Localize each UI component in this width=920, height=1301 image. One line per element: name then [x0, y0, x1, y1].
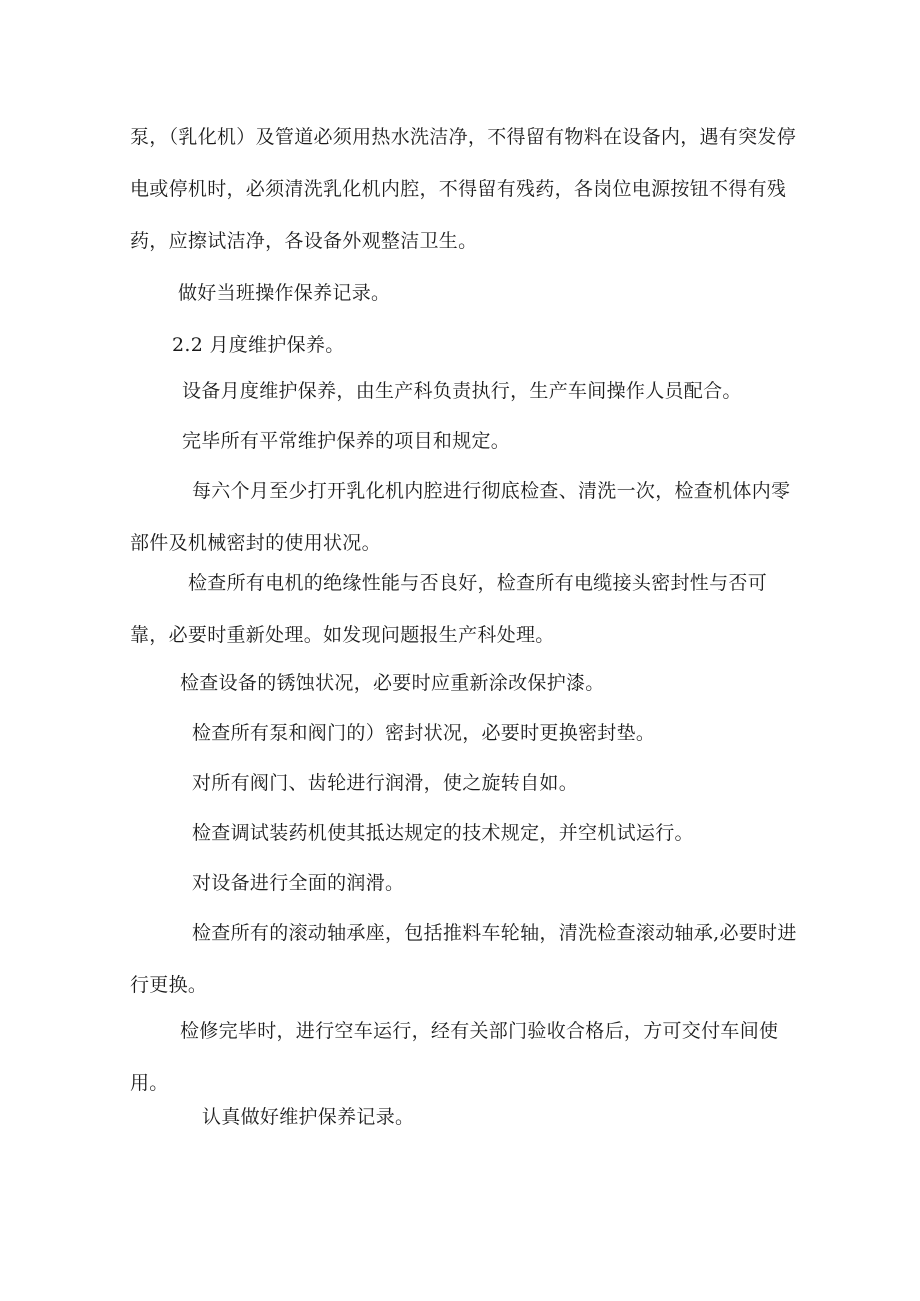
paragraph-12: 检查所有的滚动轴承座，包括推料车轮轴，清洗检查滚动轴承,必要时进行更换。	[130, 922, 797, 996]
paragraph-14: 认真做好维护保养记录。	[202, 1106, 415, 1128]
paragraph-10: 检查调试装药机使其抵达规定的技术规定，并空机试运行。	[192, 822, 694, 844]
paragraph-13: 检修完毕时，进行空车运行，经有关部门验收合格后，方可交付车间使用。	[130, 1020, 779, 1094]
paragraph-3: 设备月度维护保养，由生产科负责执行，生产车间操作人员配合。	[182, 380, 742, 402]
paragraph-6: 检查所有电机的绝缘性能与否良好，检查所有电缆接头密封性与否可靠，必要时重新处理。如发现问题报生产科处理。	[130, 572, 768, 646]
paragraph-4: 完毕所有平常维护保养的项目和规定。	[182, 430, 511, 452]
paragraph-8: 检查所有泵和阀门的）密封状况，必要时更换密封垫。	[192, 722, 656, 744]
paragraph-5: 每六个月至少打开乳化机内腔进行彻底检查、清洗一次，检查机体内零部件及机械密封的使用状况。	[130, 480, 791, 554]
paragraph-7: 检查设备的锈蚀状况，必要时应重新涂改保护漆。	[180, 672, 605, 694]
section-heading-2-2: 2.2 月度维护保养。	[172, 334, 345, 356]
paragraph-11: 对设备进行全面的润滑。	[192, 872, 405, 894]
paragraph-2: 做好当班操作保养记录。	[178, 282, 391, 304]
paragraph-9: 对所有阀门、齿轮进行润滑，使之旋转自如。	[192, 772, 579, 794]
paragraph-1: 泵，（乳化机）及管道必须用热水洗洁净，不得留有物料在设备内，遇有突发停电或停机时，必须清洗乳化机内腔，不得留有残药，各岗位电源按钮不得有残药，应擦试洁净，各设备外观整洁卫生。	[130, 126, 797, 252]
